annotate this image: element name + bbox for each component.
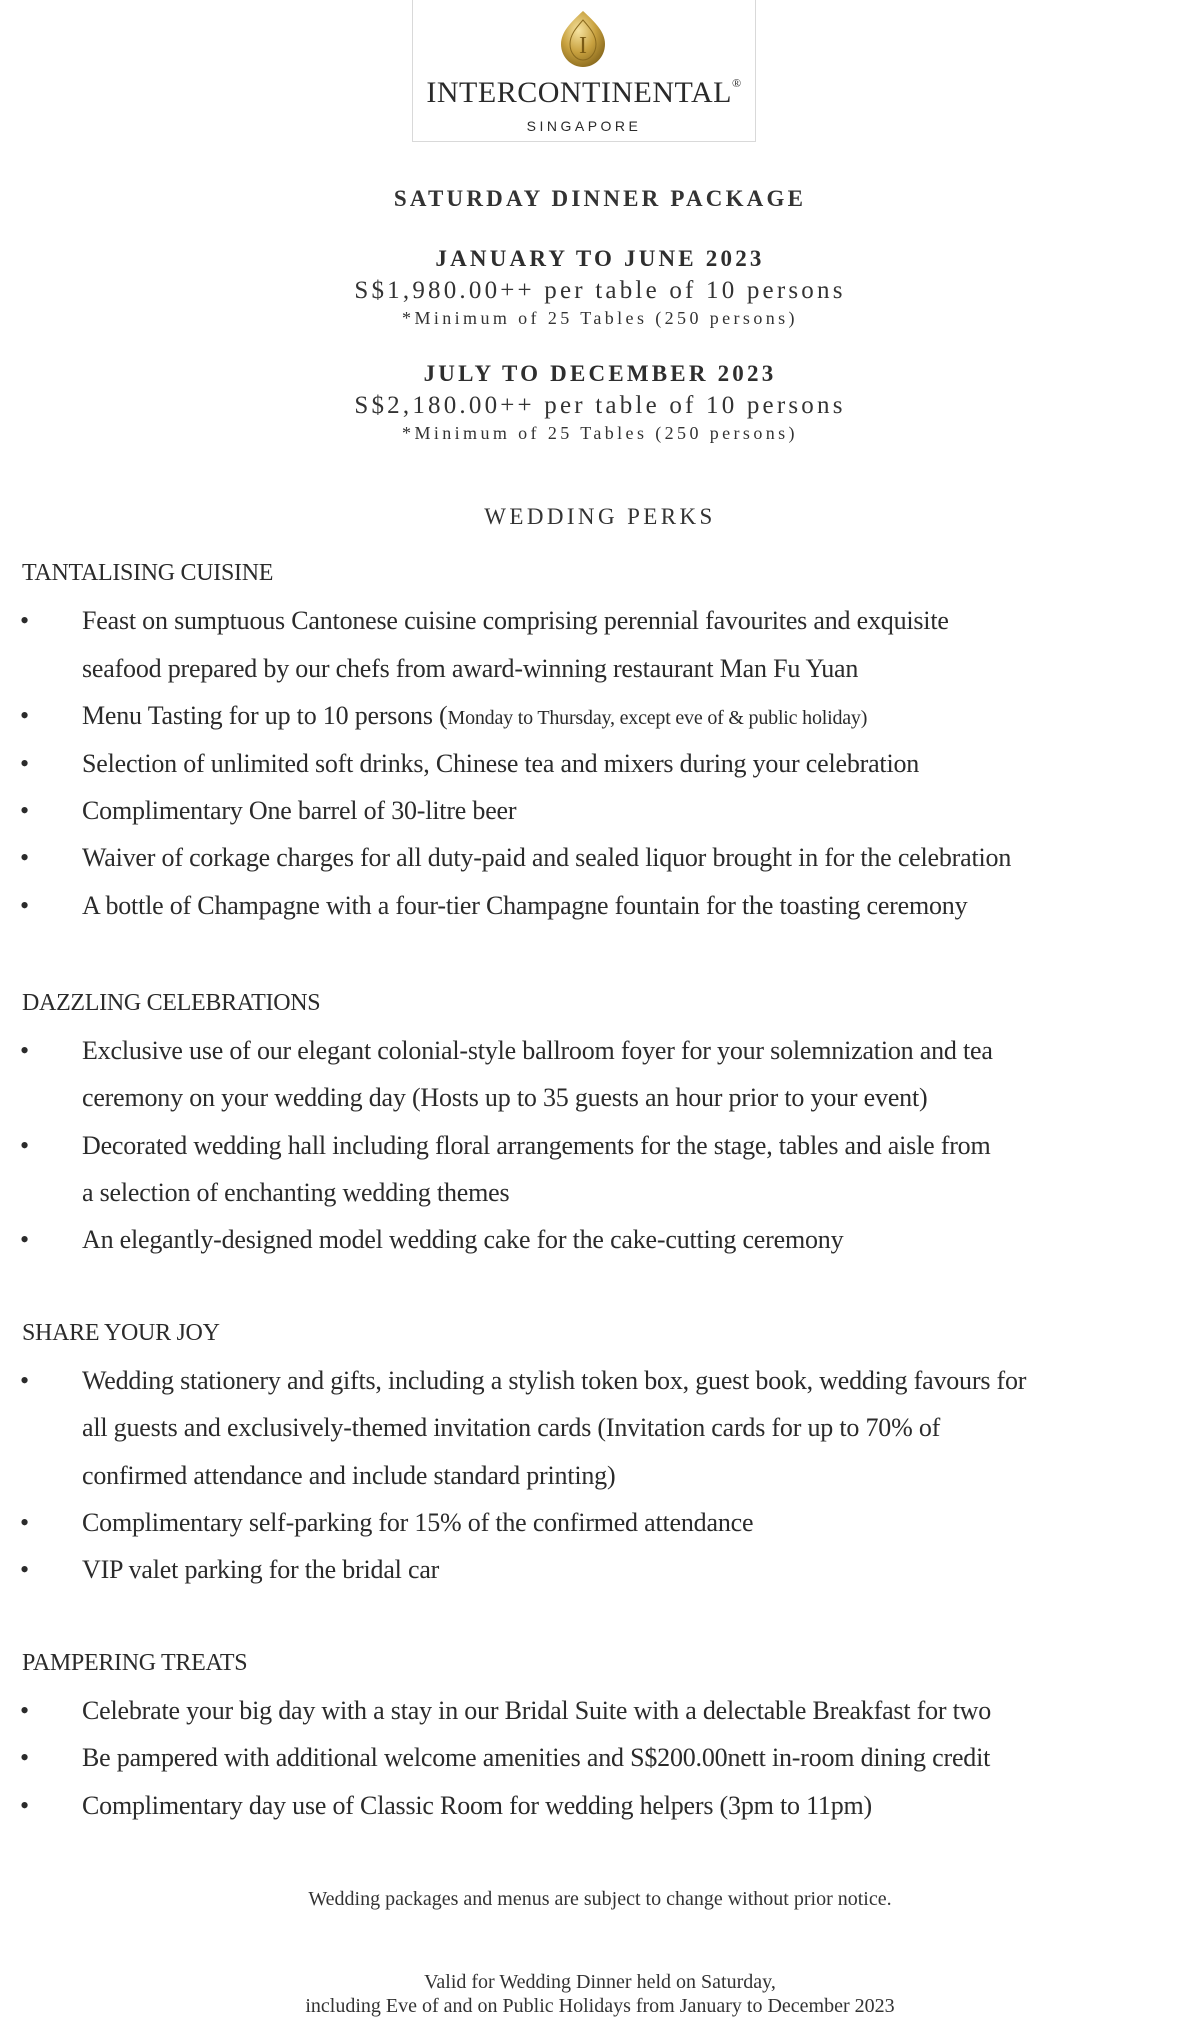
- bullet-icon: •: [20, 606, 30, 635]
- brand-city: SINGAPORE: [526, 118, 642, 134]
- list-item-line: Menu Tasting for up to 10 persons (Monday to Thursday, except eve of & public holiday): [82, 701, 868, 730]
- bullet-icon: •: [20, 1555, 30, 1584]
- bullet-icon: •: [20, 1131, 30, 1160]
- section-heading: SHARE YOUR JOY: [22, 1320, 220, 1346]
- period-price: S$2,180.00++ per table of 10 persons: [354, 392, 846, 419]
- bullet-icon: •: [20, 843, 30, 872]
- list-item-line: An elegantly-designed model wedding cake for the cake-cutting ceremony: [82, 1225, 844, 1254]
- change-notice: Wedding packages and menus are subject to change without prior notice.: [308, 1888, 892, 1910]
- bullet-icon: •: [20, 1366, 30, 1395]
- bullet-icon: •: [20, 1225, 30, 1254]
- brand-name: INTERCONTINENTAL®: [426, 76, 742, 109]
- list-item-line: VIP valet parking for the bridal car: [82, 1555, 440, 1584]
- list-item-line: Complimentary day use of Classic Room for wedding helpers (3pm to 11pm): [82, 1791, 872, 1820]
- bullet-icon: •: [20, 749, 30, 778]
- list-item-line: seafood prepared by our chefs from award-winning restaurant Man Fu Yuan: [82, 654, 859, 683]
- package-title: SATURDAY DINNER PACKAGE: [393, 186, 807, 211]
- period-minimum: *Minimum of 25 Tables (250 persons): [402, 423, 798, 443]
- bullet-icon: •: [20, 1696, 30, 1725]
- list-item-line: Exclusive use of our elegant colonial-style ballroom foyer for your solemnization and tea: [82, 1036, 993, 1065]
- list-item-line: ceremony on your wedding day (Hosts up to 35 guests an hour prior to your event): [82, 1083, 928, 1112]
- bullet-icon: •: [20, 701, 30, 730]
- list-item-line: Decorated wedding hall including floral arrangements for the stage, tables and aisle from: [82, 1131, 991, 1160]
- bullet-icon: •: [20, 1036, 30, 1065]
- svg-text:I: I: [579, 33, 587, 59]
- period-label: JULY TO DECEMBER 2023: [423, 361, 777, 386]
- list-item-line: Wedding stationery and gifts, including a stylish token box, guest book, wedding favours for: [82, 1366, 1027, 1395]
- period-price: S$1,980.00++ per table of 10 persons: [354, 277, 846, 304]
- section-heading: TANTALISING CUISINE: [22, 560, 274, 586]
- list-item-line: Celebrate your big day with a stay in our Bridal Suite with a delectable Breakfast for two: [82, 1696, 992, 1725]
- list-item-line: a selection of enchanting wedding themes: [82, 1178, 510, 1207]
- bullet-icon: •: [20, 796, 30, 825]
- hotel-logo: [412, 0, 756, 142]
- list-item-line: Selection of unlimited soft drinks, Chinese tea and mixers during your celebration: [82, 749, 920, 778]
- list-item-note: Monday to Thursday, except eve of & public holiday): [447, 707, 868, 729]
- list-item-line: Complimentary self-parking for 15% of the confirmed attendance: [82, 1508, 754, 1537]
- period-minimum: *Minimum of 25 Tables (250 persons): [402, 308, 798, 328]
- intercontinental-emblem-icon: [559, 10, 607, 68]
- validity-note: Valid for Wedding Dinner held on Saturday,: [424, 1971, 776, 1993]
- perks-title: WEDDING PERKS: [484, 504, 716, 529]
- period-label: JANUARY TO JUNE 2023: [435, 246, 765, 271]
- bullet-icon: •: [20, 1508, 30, 1537]
- bullet-icon: •: [20, 891, 30, 920]
- list-item-line: A bottle of Champagne with a four-tier Champagne fountain for the toasting ceremony: [82, 891, 968, 920]
- bullet-icon: •: [20, 1743, 30, 1772]
- list-item-line: Waiver of corkage charges for all duty-paid and sealed liquor brought in for the celebration: [82, 843, 1012, 872]
- list-item-line: confirmed attendance and include standard printing): [82, 1461, 616, 1490]
- list-item-line: Be pampered with additional welcome amenities and S$200.00nett in-room dining credit: [82, 1743, 991, 1772]
- section-heading: DAZZLING CELEBRATIONS: [22, 990, 321, 1016]
- list-item-line: Feast on sumptuous Cantonese cuisine comprising perennial favourites and exquisite: [82, 606, 949, 635]
- validity-note: including Eve of and on Public Holidays from January to December 2023: [305, 1995, 895, 2017]
- section-heading: PAMPERING TREATS: [22, 1650, 248, 1676]
- list-item-line: all guests and exclusively-themed invitation cards (Invitation cards for up to 70% of: [82, 1413, 941, 1442]
- bullet-icon: •: [20, 1791, 30, 1820]
- list-item-line: Complimentary One barrel of 30-litre beer: [82, 796, 517, 825]
